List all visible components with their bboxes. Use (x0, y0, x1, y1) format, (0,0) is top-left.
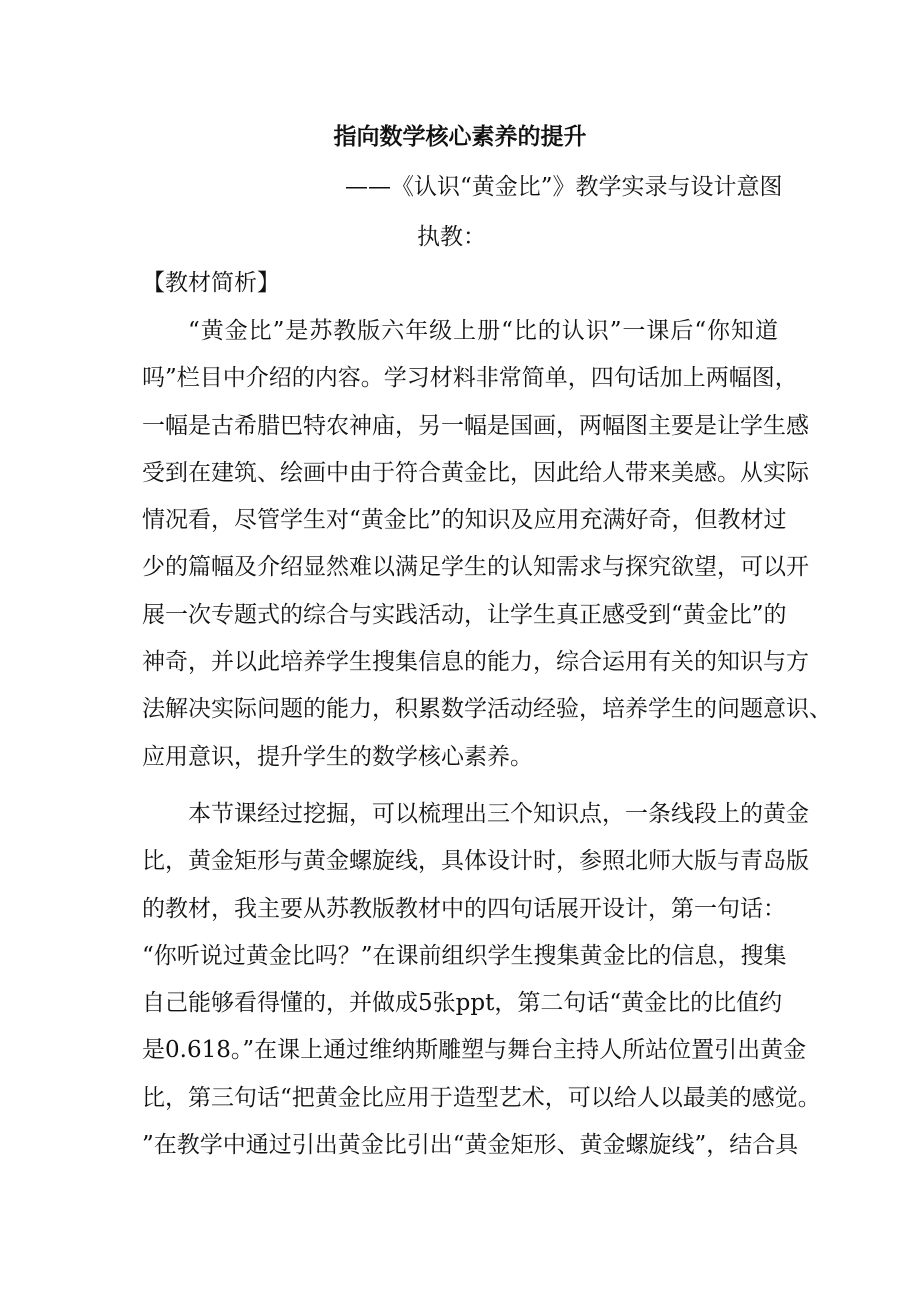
paragraph-line: “你听说过黄金比吗？”在课前组织学生搜集黄金比的信息，搜集 (142, 942, 787, 969)
paragraph-line: 的教材，我主要从苏教版教材中的四句话展开设计，第一句话： (142, 895, 786, 922)
paragraph-line: 展一次专题式的综合与实践活动，让学生真正感受到“黄金比”的 (142, 601, 787, 628)
paragraph-line: “黄金比”是苏教版六年级上册“比的认识”一课后“你知道 (188, 318, 778, 344)
paragraph-line: 应用意识，提升学生的数学核心素养。 (142, 743, 533, 770)
paragraph-line: 比，第三句话“把黄金比应用于造型艺术，可以给人以最美的感觉。 (142, 1084, 821, 1111)
document-title: 指向数学核心素养的提升 (333, 124, 587, 150)
paragraph-line: 本节课经过挖掘，可以梳理出三个知识点，一条线段上的黄金 (188, 801, 809, 827)
paragraph-line: 是0.618。”在课上通过维纳斯雕塑与舞台主持人所站位置引出黄金 (142, 1037, 807, 1064)
paragraph-line: 比，黄金矩形与黄金螺旋线，具体设计时，参照北师大版与青岛版 (142, 848, 809, 875)
paragraph-line: 情况看，尽管学生对“黄金比”的知识及应用充满好奇，但教材过 (142, 507, 787, 534)
paragraph-line: 自己能够看得懂的，并做成5张ppt，第二句话“黄金比的比值约 (142, 990, 783, 1017)
paragraph-line: 受到在建筑、绘画中由于符合黄金比，因此给人带来美感。从实际 (142, 459, 809, 486)
paragraph-line: 一幅是古希腊巴特农神庙，另一幅是国画，两幅图主要是让学生感 (142, 412, 809, 439)
paragraph-line: 法解决实际问题的能力，积累数学活动经验，培养学生的问题意识、 (142, 696, 832, 723)
paragraph-textbook-analysis (142, 308, 832, 781)
section-heading: 【教材简析】 (142, 270, 280, 296)
document-subtitle: ——《认识“黄金比”》教学实录与设计意图 (345, 174, 783, 200)
paragraph-line: 吗”栏目中介绍的内容。学习材料非常简单，四句话加上两幅图， (142, 365, 798, 392)
paragraph-line: 神奇，并以此培养学生搜集信息的能力，综合运用有关的知识与方 (142, 649, 809, 676)
paragraph-design-overview (142, 791, 821, 1169)
paragraph-line: ”在教学中通过引出黄金比引出“黄金矩形、黄金螺旋线”，结合具 (142, 1132, 799, 1159)
paragraph-line: 少的篇幅及介绍显然难以满足学生的认知需求与探究欲望，可以开 (142, 554, 809, 581)
teacher-label: 执教： (417, 224, 486, 250)
